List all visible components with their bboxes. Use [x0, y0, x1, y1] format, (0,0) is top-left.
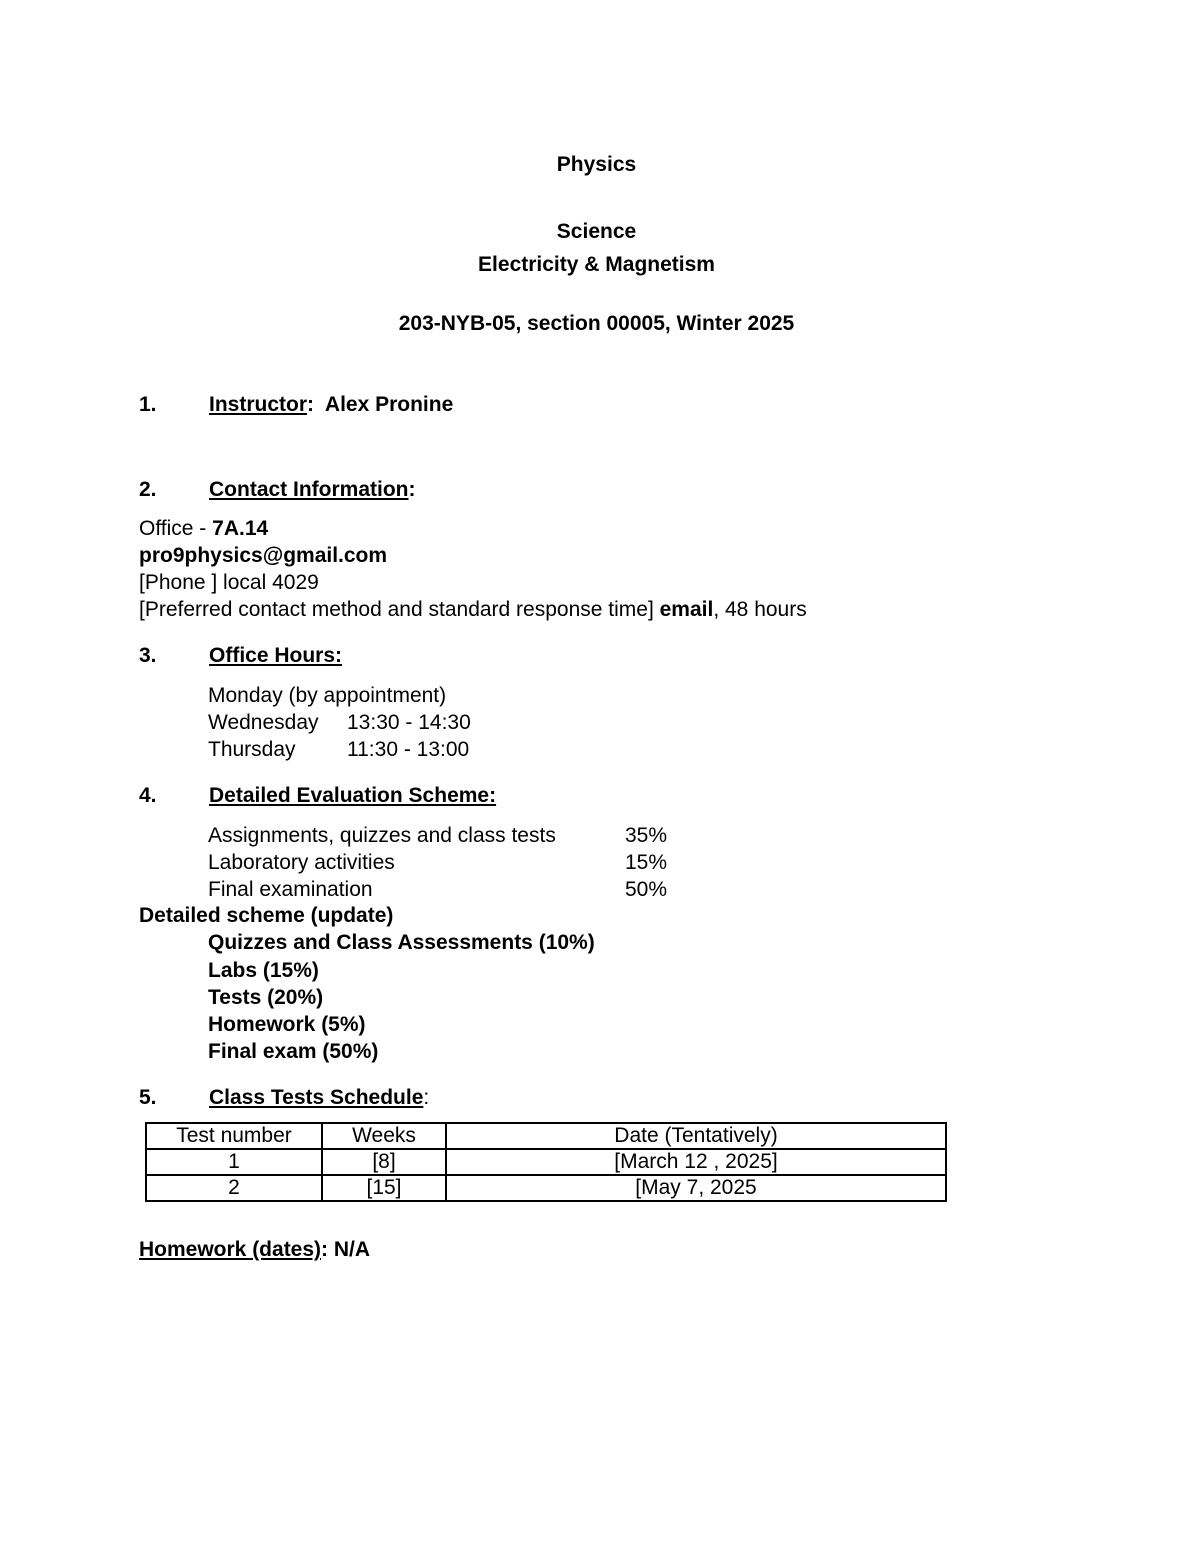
table-cell: 1 — [146, 1149, 322, 1175]
program-title: Science — [556, 220, 637, 243]
instructor-line — [209, 393, 453, 417]
evaluation-item: Assignments, quizzes and class tests — [208, 824, 556, 847]
section-number: 3. — [139, 644, 157, 667]
office-line — [139, 517, 268, 541]
detailed-scheme-item: Tests (20%) — [208, 986, 324, 1009]
contact-label: Contact Information — [209, 478, 409, 501]
instructor-name: Alex Pronine — [324, 393, 454, 416]
office-room: 7A.14 — [212, 517, 269, 540]
evaluation-percent: 15% — [625, 851, 668, 874]
evaluation-item: Final examination — [208, 878, 373, 901]
office-hours-row — [208, 711, 319, 735]
table-cell: 2 — [146, 1175, 322, 1201]
tests-heading — [209, 1086, 429, 1110]
preferred-suffix: , 48 hours — [713, 598, 807, 621]
office-hours-row — [208, 738, 296, 762]
email-link[interactable]: pro9physics@gmail.com — [139, 544, 388, 567]
tests-colon: : — [423, 1086, 430, 1109]
contact-heading — [209, 478, 416, 502]
detailed-scheme-item: Labs (15%) — [208, 959, 319, 982]
office-hours-time: 13:30 - 14:30 — [347, 711, 471, 734]
evaluation-heading: Detailed Evaluation Scheme: — [209, 784, 497, 807]
table-header-row — [146, 1123, 946, 1149]
office-hours-time: 11:30 - 13:00 — [347, 738, 470, 761]
evaluation-item: Laboratory activities — [208, 851, 395, 874]
tests-label: Class Tests Schedule — [209, 1086, 424, 1109]
tests-table — [145, 1122, 947, 1202]
office-hours-day: Thursday — [208, 738, 296, 761]
table-cell: [March 12 , 2025] — [446, 1149, 946, 1175]
evaluation-percent: 50% — [625, 878, 668, 901]
homework-line — [139, 1238, 370, 1262]
department-title: Physics — [556, 153, 637, 176]
office-hours-heading: Office Hours: — [209, 644, 343, 667]
column-header: Date (Tentatively) — [446, 1123, 946, 1149]
evaluation-percent: 35% — [625, 824, 668, 847]
section-number: 5. — [139, 1086, 157, 1109]
instructor-label: Instructor — [209, 393, 308, 416]
table-cell: [15] — [322, 1175, 446, 1201]
office-hours-day: Wednesday — [208, 711, 319, 734]
detailed-scheme-item: Homework (5%) — [208, 1013, 366, 1036]
office-prefix: Office - — [139, 517, 213, 540]
table-cell: [May 7, 2025 — [446, 1175, 946, 1201]
table-row — [146, 1149, 946, 1175]
office-hours-row — [208, 684, 446, 708]
section-number: 4. — [139, 784, 157, 807]
phone-line: [Phone ] local 4029 — [139, 571, 319, 594]
section-number: 2. — [139, 478, 157, 501]
preferred-method: email — [659, 598, 714, 621]
course-code: 203-NYB-05, section 00005, Winter 2025 — [398, 312, 795, 335]
column-header: Weeks — [322, 1123, 446, 1149]
detailed-scheme-title: Detailed scheme (update) — [139, 904, 394, 927]
table-row — [146, 1175, 946, 1201]
preferred-contact-line — [139, 598, 807, 622]
detailed-scheme-item: Quizzes and Class Assessments (10%) — [208, 931, 595, 954]
section-number: 1. — [139, 393, 157, 416]
preferred-prefix: [Preferred contact method and standard response time] — [139, 598, 660, 621]
detailed-scheme-item: Final exam (50%) — [208, 1040, 379, 1063]
instructor-colon: : — [307, 393, 315, 416]
course-title: Electricity & Magnetism — [478, 253, 715, 276]
homework-label: Homework (dates) — [139, 1238, 322, 1261]
office-hours-day: Monday (by appointment) — [208, 684, 447, 707]
homework-value: : N/A — [321, 1238, 371, 1261]
column-header: Test number — [146, 1123, 322, 1149]
contact-colon: : — [408, 478, 416, 501]
table-cell: [8] — [322, 1149, 446, 1175]
